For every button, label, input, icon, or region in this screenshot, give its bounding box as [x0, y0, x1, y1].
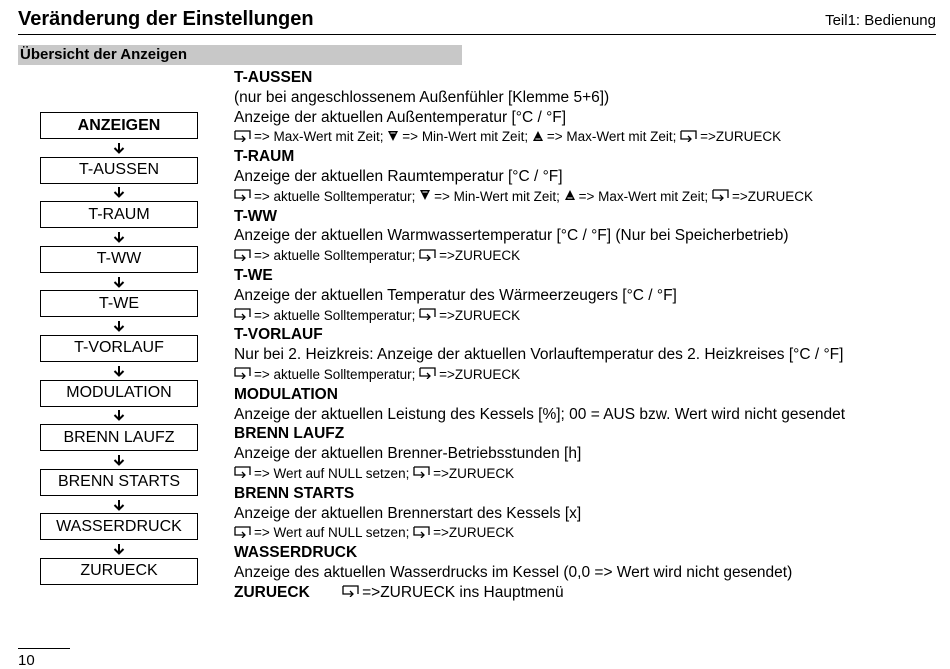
enter-key-icon [234, 524, 251, 544]
entry-key-line [234, 523, 934, 543]
down-arrow-icon [40, 496, 198, 514]
flow-item-t-raum: T-RAUM [40, 201, 198, 228]
entry-zurueck-line [234, 583, 934, 603]
flow-item-zurueck: ZURUECK [40, 558, 198, 585]
enter-key-icon [712, 187, 729, 207]
up-key-icon [532, 128, 544, 148]
entry-title: T-WE [234, 266, 273, 284]
entry-title: T-RAUM [234, 148, 295, 166]
entry-title: T-AUSSEN [234, 69, 313, 86]
key-text: => Max-Wert mit Zeit; [578, 188, 709, 204]
key-text: =>ZURUECK [439, 307, 521, 323]
description-list [234, 68, 934, 603]
entry-title: BRENN STARTS [234, 484, 355, 502]
entry-description: Anzeige der aktuellen Temperatur des Wärmeerzeugers [°C / °F] [234, 286, 677, 304]
flow-item-brenn-laufz: BRENN LAUFZ [40, 424, 198, 451]
down-key-icon [387, 128, 399, 148]
down-arrow-icon [40, 317, 198, 335]
key-text: => Min-Wert mit Zeit; [434, 188, 560, 204]
entry-title: WASSERDRUCK [234, 544, 358, 562]
key-text: =>ZURUECK [439, 366, 521, 382]
enter-key-icon [413, 524, 430, 544]
entry-description: Anzeige der aktuellen Warmwassertemperatur [°C / °F] (Nur bei Speicherbetrieb) [234, 227, 789, 245]
key-text: =>ZURUECK [433, 525, 515, 541]
enter-key-icon [413, 464, 430, 484]
key-text: =>ZURUECK [439, 248, 521, 264]
flow-item-brenn-starts: BRENN STARTS [40, 469, 198, 496]
enter-key-icon [234, 365, 251, 385]
enter-key-icon [342, 583, 359, 603]
entry-description: Anzeige der aktuellen Brennerstart des Kessels [x] [234, 504, 582, 522]
enter-key-icon [234, 306, 251, 326]
enter-key-icon [234, 128, 251, 148]
key-text: => Min-Wert mit Zeit; [402, 129, 529, 145]
menu-flow-diagram [40, 112, 198, 585]
entry-note: (nur bei angeschlossenem Außenfühler [Klemme 5+6]) [234, 88, 610, 106]
key-text: =>ZURUECK [433, 465, 515, 481]
down-arrow-icon [40, 407, 198, 425]
key-text: => Max-Wert mit Zeit; [254, 129, 384, 145]
entry-key-line [234, 365, 934, 385]
down-arrow-icon [40, 228, 198, 246]
down-arrow-icon [40, 540, 198, 558]
down-key-icon [419, 187, 431, 207]
key-text: =>ZURUECK [731, 188, 813, 204]
key-text: => Max-Wert mit Zeit; [546, 129, 677, 145]
key-text: => aktuelle Solltemperatur; [254, 248, 416, 264]
flow-item-wasserdruck: WASSERDRUCK [40, 513, 198, 540]
key-text: => Wert auf NULL setzen; [254, 465, 410, 481]
entry-description: Anzeige der aktuellen Brenner-Betriebsstunden [h] [234, 445, 582, 463]
flow-item-anzeigen: ANZEIGEN [40, 112, 198, 139]
enter-key-icon [234, 247, 251, 267]
up-key-icon [564, 187, 576, 207]
flow-item-t-ww: T-WW [40, 246, 198, 273]
key-text: => aktuelle Solltemperatur; [254, 188, 416, 204]
entry-title: T-WW [234, 207, 278, 225]
down-arrow-icon [40, 451, 198, 469]
enter-key-icon [234, 187, 251, 207]
enter-key-icon [680, 128, 697, 148]
page-title: Veränderung der Einstellungen [18, 8, 314, 30]
entry-description: Nur bei 2. Heizkreis: Anzeige der aktuellen Vorlauftemperatur des 2. Heizkreises [°C / °F] [234, 346, 844, 364]
flow-item-t-vorlauf: T-VORLAUF [40, 335, 198, 362]
section-part-label: Teil1: Bedienung [825, 12, 936, 29]
key-text: =>ZURUECK [700, 129, 782, 145]
key-text: =>ZURUECK ins Hauptmenü [362, 583, 564, 601]
page-number: 10 [18, 652, 35, 669]
down-arrow-icon [40, 273, 198, 291]
down-arrow-icon [40, 184, 198, 202]
key-text: => aktuelle Solltemperatur; [254, 307, 416, 323]
entry-title: T-VORLAUF [234, 326, 323, 344]
entry-key-line [234, 187, 934, 207]
enter-key-icon [419, 365, 436, 385]
flow-item-modulation: MODULATION [40, 380, 198, 407]
page-header [18, 8, 936, 35]
entry-title: MODULATION [234, 385, 338, 403]
flow-item-t-we: T-WE [40, 290, 198, 317]
entry-description: Anzeige der aktuellen Außentemperatur [°C / °F] [234, 108, 567, 126]
enter-key-icon [234, 464, 251, 484]
entry-title: BRENN LAUFZ [234, 425, 345, 443]
down-arrow-icon [40, 139, 198, 157]
enter-key-icon [419, 306, 436, 326]
key-text: => aktuelle Solltemperatur; [254, 366, 416, 382]
entry-key-line [234, 464, 934, 484]
down-arrow-icon [40, 362, 198, 380]
entry-description: Anzeige der aktuellen Leistung des Kessels [%]; 00 = AUS bzw. Wert wird nicht gesendet [234, 405, 846, 423]
entry-description: Anzeige der aktuellen Raumtemperatur [°C / °F] [234, 167, 563, 185]
key-text: => Wert auf NULL setzen; [254, 525, 410, 541]
section-heading: Übersicht der Anzeigen [18, 45, 462, 65]
entry-key-line [234, 306, 934, 326]
entry-title: ZURUECK [234, 583, 310, 601]
entry-key-line [234, 127, 934, 147]
entry-description: Anzeige des aktuellen Wasserdrucks im Kessel (0,0 => Wert wird nicht gesendet) [234, 563, 793, 581]
flow-item-t-aussen: T-AUSSEN [40, 157, 198, 184]
footer-divider [18, 648, 70, 649]
entry-key-line [234, 246, 934, 266]
enter-key-icon [419, 247, 436, 267]
